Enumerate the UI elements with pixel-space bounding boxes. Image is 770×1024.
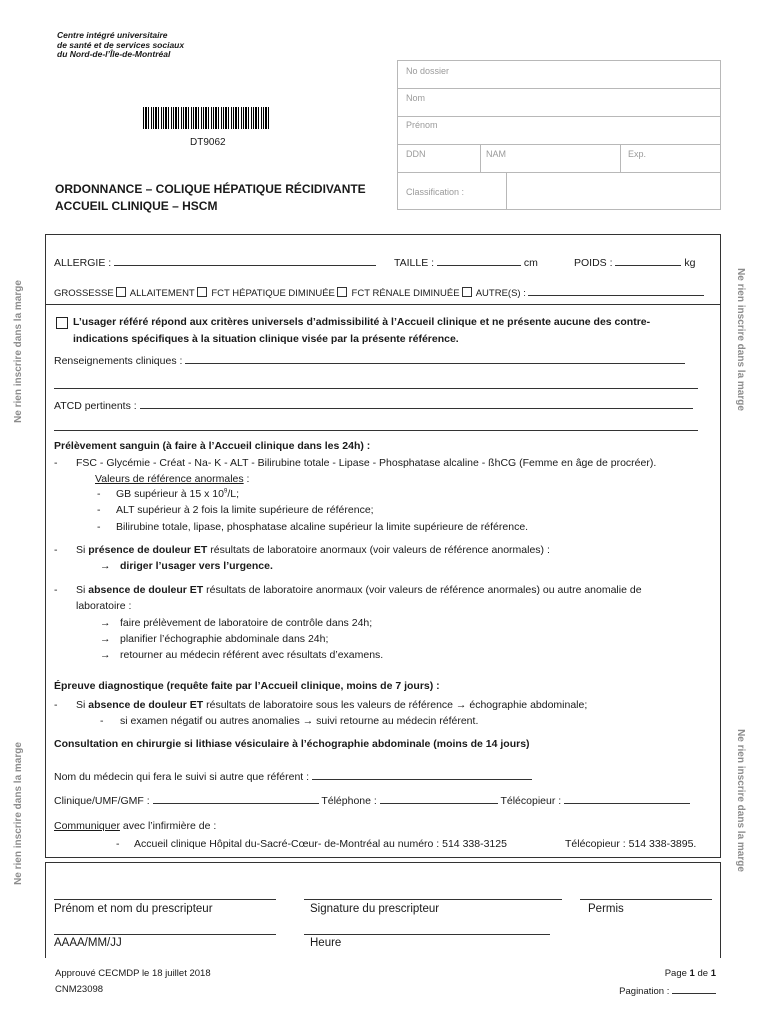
telephone-input[interactable] [380, 794, 498, 804]
accueil-clinique-fax: Télécopieur : 514 338-3895. [565, 838, 697, 850]
pagination: Pagination : [619, 984, 716, 997]
criteria-text-2: indications spécifiques à la situation clinique visée par la présente référence. [73, 333, 459, 345]
ref-values-title: Valeurs de référence anormales : [95, 473, 250, 485]
consultation-heading: Consultation en chirurgie si lithiase vésiculaire à l’échographie abdominale (moins de 14 jours) [54, 738, 530, 750]
heure-input[interactable] [304, 934, 550, 935]
nam-field[interactable]: NAM [486, 149, 506, 159]
signature-box [45, 862, 721, 958]
form-title: ORDONNANCE – COLIQUE HÉPATIQUE RÉCIDIVANTE ACCUEIL CLINIQUE – HSCM [55, 182, 366, 213]
atcd-row: ATCD pertinents : [54, 399, 693, 412]
classification-field[interactable]: Classification : [406, 187, 465, 197]
heure-label: Heure [310, 937, 342, 949]
criteria-checkbox[interactable] [56, 317, 68, 329]
epreuve-text: Si absence de douleur ET résultats de laboratoire sous les valeurs de référence → échographie abdominale; [76, 699, 588, 711]
fct-hepatique-checkbox[interactable] [337, 287, 347, 297]
renseignements-line-2[interactable] [54, 388, 698, 389]
atcd-input[interactable] [140, 399, 693, 409]
prescripteur-label: Prénom et nom du prescripteur [54, 903, 213, 915]
epreuve-heading: Épreuve diagnostique (requête faite par l’Accueil clinique, moins de 7 jours) : [54, 680, 440, 692]
prenom-field[interactable]: Prénom [406, 120, 438, 130]
document-code: DT9062 [190, 137, 226, 148]
absence-action-1: faire prélèvement de laboratoire de contrôle dans 24h; [120, 617, 373, 629]
taille-input[interactable] [437, 256, 521, 266]
allaitement-checkbox[interactable] [197, 287, 207, 297]
taille-row: TAILLE : cm [394, 257, 538, 269]
atcd-line-2[interactable] [54, 430, 698, 431]
patient-id-box [397, 60, 721, 210]
margin-note-right-top: Ne rien inscrire dans la marge [734, 268, 746, 411]
allergie-row: ALLERGIE : [54, 256, 376, 269]
renseignements-row: Renseignements cliniques : [54, 354, 685, 367]
autres-input[interactable] [528, 286, 704, 296]
poids-input[interactable] [615, 256, 681, 266]
suivi-row: Nom du médecin qui fera le suivi si autre que référent : [54, 770, 532, 783]
renseignements-input[interactable] [185, 354, 685, 364]
suivi-input[interactable] [312, 770, 532, 780]
conditions-row: GROSSESSE ALLAITEMENT FCT HÉPATIQUE DIMINUÉE FCT RÉNALE DIMINUÉE AUTRE(S) : [54, 286, 704, 299]
ddn-field[interactable]: DDN [406, 149, 426, 159]
prescripteur-name-input[interactable] [54, 899, 276, 900]
barcode [143, 107, 271, 129]
douleur-absence-text: Si absence de douleur ET résultats de laboratoire anormaux (voir valeurs de référence anormales) ou autre anomalie de [76, 584, 642, 596]
permis-label: Permis [588, 903, 624, 915]
clinique-input[interactable] [153, 794, 319, 804]
communiquer-label: Communiquer avec l’infirmière de : [54, 820, 217, 832]
telecopieur-input[interactable] [564, 794, 690, 804]
douleur-presence-action: diriger l’usager vers l’urgence. [120, 560, 273, 572]
cnm-code: CNM23098 [55, 984, 104, 995]
prelevement-heading: Prélèvement sanguin (à faire à l’Accueil clinique dans les 24h) : [54, 440, 371, 452]
ref-value-alt: ALT supérieur à 2 fois la limite supérieure de référence; [116, 504, 374, 516]
signature-input[interactable] [304, 899, 562, 900]
margin-note-left-bottom: Ne rien inscrire dans la marge [12, 742, 24, 885]
signature-label: Signature du prescripteur [310, 903, 440, 915]
contact-row: Clinique/UMF/GMF : Téléphone : Télécopieur : [54, 794, 690, 807]
date-label: AAAA/MM/JJ [54, 937, 122, 949]
prescription-frame: ALLERGIE : TAILLE : cm POIDS : kg GROSSESSE ALLAITEMENT FCT HÉPATIQUE DIMINUÉE FCT RÉNALE DIMINUÉE AUTRE(S) : L’usager référé répond aux critères universels d’admissibilité à l’Accueil clinique et ne présente aucune des contre- indications spécifiques à la situation clinique visée par la présente référence. Renseignements cliniques : ATCD pertinents : Prélèvement sanguin (à faire à l’Accueil clinique dans les 24h) : - FSC - Glycémie - Créat - Na- K - ALT - Bilirubine totale - Lipase - Phosphatase alcaline - ßhCG (Femme en âge de procréer). Valeurs de référence anormales : - GB supérieur à 15 x $10^9/L$; - ALT supérieur à 2 fois la limite supérieure de référence; - Bilirubine totale, lipase, phosphatase alcaline supérieur la limite supérieure de référence. - Si présence de douleur ET résultats de laboratoire anormaux (voir valeurs de référence anormales) : → diriger l’usager vers l’urgence. - Si absence de douleur ET résultats de laboratoire anormaux (voir valeurs de référence anormales) ou autre anomalie de laboratoire : → faire prélèvement de laboratoire de contrôle dans 24h; → planifier l’échographie abdominale dans 24h; → retourner au médecin référent avec résultats d’examens. Épreuve diagnostique (requête faite par l’Accueil clinique, moins de 7 jours) : - Si absence de douleur ET résultats de laboratoire sous les valeurs de référence → échographie abdominale; - si examen négatif ou autres anomalies → suivi retourne au médecin référent. Consultation en chirurgie si lithiase vésiculaire à l’échographie abdominale (moins de 14 jours) Nom du médecin qui fera le suivi si autre que référent : Clinique/UMF/GMF : Téléphone : Télécopieur : Communiquer avec l’infirmière de : - Accueil clinique Hôpital du-Sacré-Cœur- de-Montréal au numéro : 514 338-3125 Télécopieur : 514 338-3895. [45, 234, 721, 858]
margin-note-right-bottom: Ne rien inscrire dans la marge [734, 729, 746, 872]
page-number: Page 1 de 1 [664, 968, 716, 979]
douleur-presence-text: Si présence de douleur ET résultats de laboratoire anormaux (voir valeurs de référence anormales) : [76, 544, 550, 556]
pagination-input[interactable] [672, 984, 716, 994]
absence-action-2: planifier l’échographie abdominale dans 24h; [120, 633, 329, 645]
accueil-clinique-contact: Accueil clinique Hôpital du-Sacré-Cœur- de-Montréal au numéro : 514 338-3125 [134, 838, 507, 850]
permis-input[interactable] [580, 899, 712, 900]
exp-field[interactable]: Exp. [628, 149, 647, 159]
date-input[interactable] [54, 934, 276, 935]
grossesse-checkbox[interactable] [116, 287, 126, 297]
fct-renale-checkbox[interactable] [462, 287, 472, 297]
nom-field[interactable]: Nom [406, 93, 426, 103]
poids-row: POIDS : kg [574, 257, 696, 269]
ref-value-gb: GB supérieur à 15 x $10^9/L$; [116, 488, 240, 500]
no-dossier-field[interactable]: No dossier [406, 66, 450, 76]
margin-note-left-top: Ne rien inscrire dans la marge [12, 280, 24, 423]
approval-note: Approuvé CECMDP le 18 juillet 2018 [55, 968, 211, 979]
criteria-text-1: L’usager référé répond aux critères universels d’admissibilité à l’Accueil clinique et ne présente aucune des contre- [73, 316, 651, 328]
prelevement-tests: FSC - Glycémie - Créat - Na- K - ALT - Bilirubine totale - Lipase - Phosphatase alcaline - ßhCG (Femme en âge de procréer). [76, 457, 657, 469]
absence-action-3: retourner au médecin référent avec résultats d’examens. [120, 649, 384, 661]
organization-name: Centre intégré universitaire de santé et de services sociaux du Nord-de-l’Île-de-Montréal [57, 30, 185, 60]
epreuve-sub: si examen négatif ou autres anomalies → suivi retourne au médecin référent. [120, 715, 479, 727]
allergie-input[interactable] [114, 256, 376, 266]
ref-value-bilirubine: Bilirubine totale, lipase, phosphatase alcaline supérieur la limite supérieure de référence. [116, 521, 529, 533]
